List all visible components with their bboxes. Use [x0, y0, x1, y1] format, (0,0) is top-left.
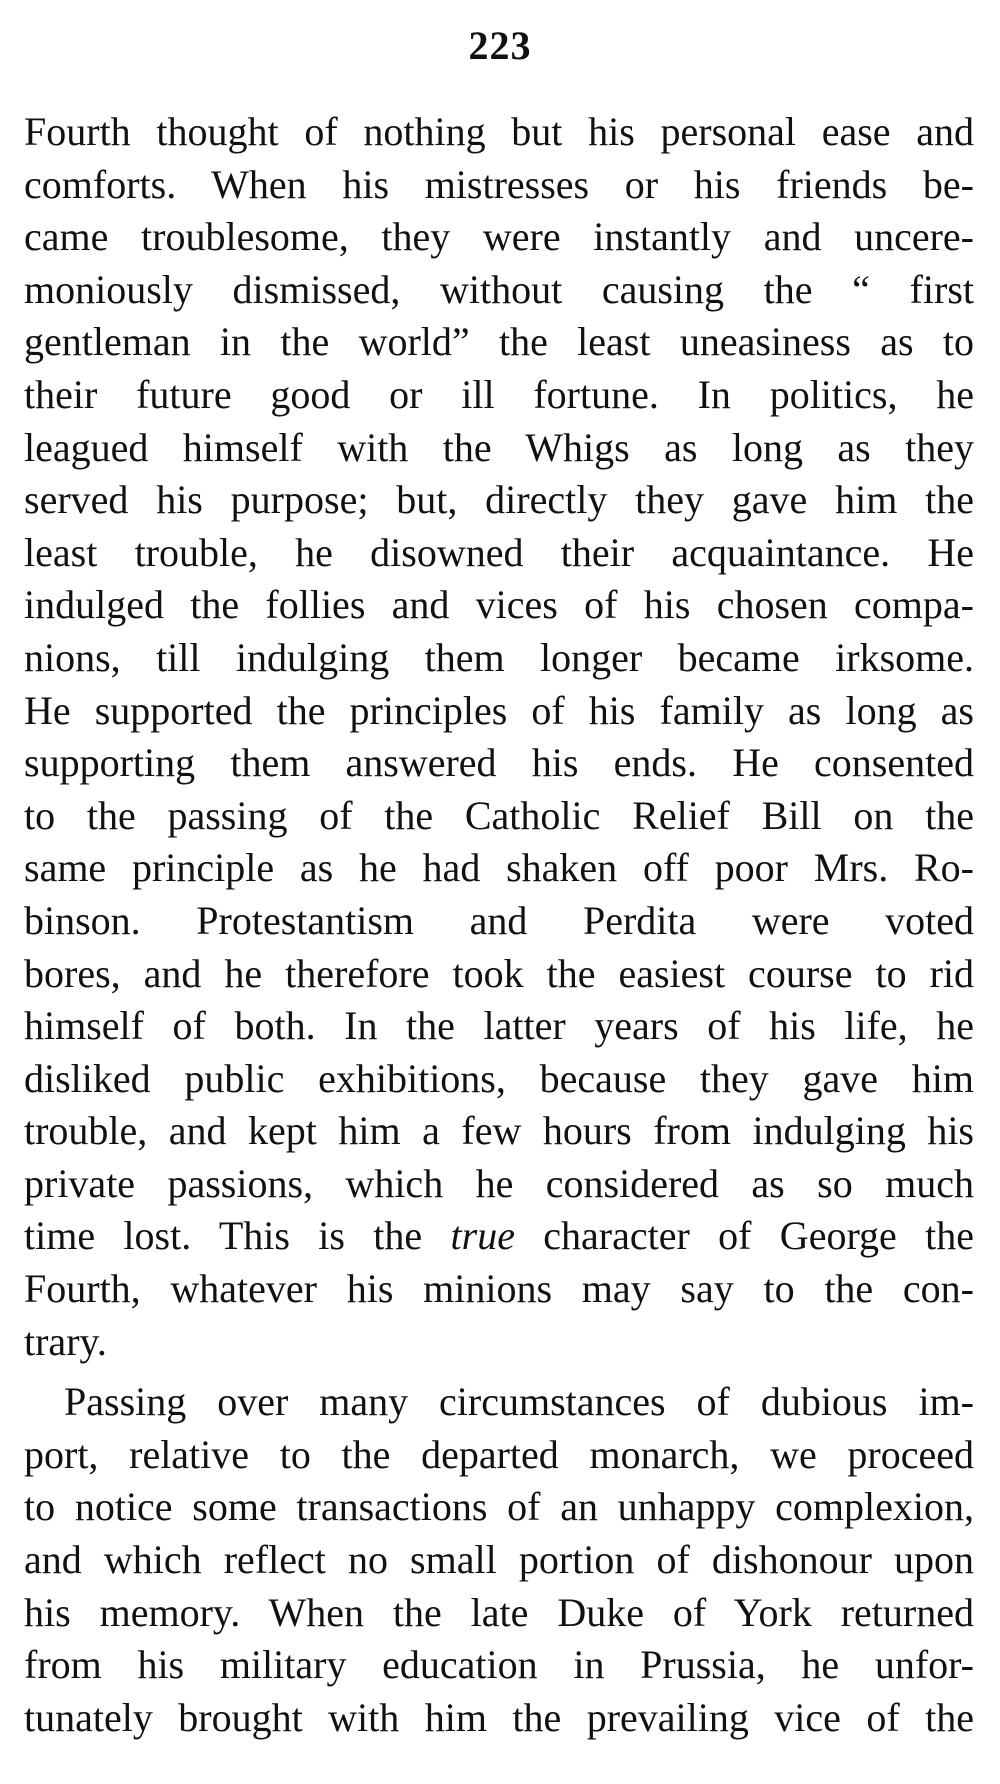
text-line: came troublesome, they were instantly and uncere-	[24, 214, 974, 260]
text-line: nions, till indulging them longer became irksome.	[24, 634, 974, 680]
text-line: comforts. When his mistresses or his friends be-	[24, 161, 974, 207]
italic-emphasis: true	[450, 1213, 515, 1259]
text-line: indulged the follies and vices of his chosen compa-	[24, 582, 974, 628]
text-line: disliked public exhibitions, because they gave him	[24, 1055, 974, 1101]
text-line: to the passing of the Catholic Relief Bill on the	[24, 792, 974, 838]
body-text	[24, 106, 974, 1744]
text-line: Fourth, whatever his minions may say to the con-	[24, 1266, 974, 1312]
text-line: Passing over many circumstances of dubious im-	[64, 1379, 974, 1425]
text-line: port, relative to the departed monarch, we proceed	[24, 1431, 974, 1477]
paragraph-1	[24, 106, 974, 1368]
text-line: same principle as he had shaken off poor Mrs. Ro-	[24, 845, 974, 891]
text-line: trary.	[24, 1318, 107, 1364]
text-line: their future good or ill fortune. In politics, he	[24, 371, 974, 417]
text-line: supporting them answered his ends. He consented	[24, 740, 974, 786]
text-line: tunately brought with him the prevailing vice of the	[24, 1694, 974, 1740]
text-line: trouble, and kept him a few hours from indulging his	[24, 1108, 974, 1154]
text-line: and which reflect no small portion of dishonour upon	[24, 1537, 974, 1583]
text-line: least trouble, he disowned their acquaintance. He	[24, 529, 974, 575]
paragraph-gap	[24, 1368, 974, 1376]
text-line: leagued himself with the Whigs as long as they	[24, 424, 974, 470]
text-line: moniously dismissed, without causing the “ first	[24, 266, 974, 312]
text-line: himself of both. In the latter years of his life, he	[24, 1003, 974, 1049]
text-line: gentleman in the world” the least uneasiness as to	[24, 319, 974, 365]
text-line: from his military education in Prussia, he unfor-	[24, 1642, 974, 1688]
text-line: He supported the principles of his family as long as	[24, 687, 974, 733]
text-line: Fourth thought of nothing but his personal ease and	[24, 109, 974, 154]
paragraph-2	[24, 1376, 974, 1744]
text-line: private passions, which he considered as so much	[24, 1160, 974, 1206]
text-line: bores, and he therefore took the easiest course to rid	[24, 950, 974, 996]
text-line: to notice some transactions of an unhappy complexion,	[24, 1484, 974, 1530]
text-line: his memory. When the late Duke of York returned	[24, 1589, 974, 1635]
text-line: served his purpose; but, directly they gave him the	[24, 477, 974, 523]
page-number: 223	[468, 23, 532, 68]
text-line-with-italic	[24, 1210, 974, 1263]
line-segment: character of George the	[514, 1213, 974, 1259]
text-line: binson. Protestantism and Perdita were voted	[24, 897, 974, 943]
line-segment: time lost. This is the	[24, 1213, 451, 1259]
